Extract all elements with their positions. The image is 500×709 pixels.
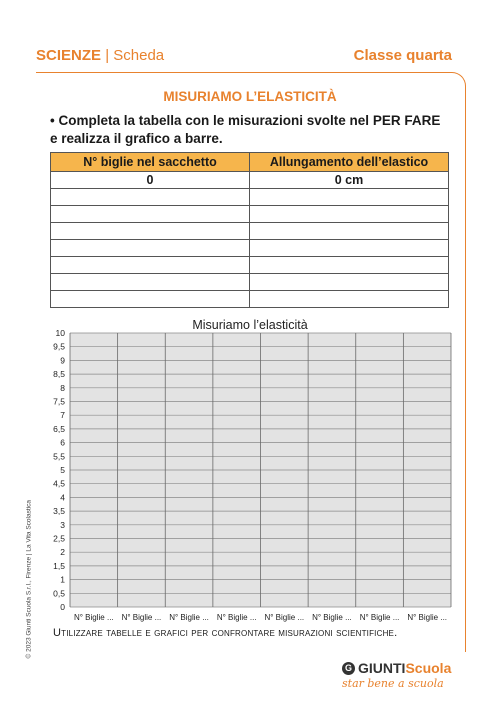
logo-name-accent: Scuola [405,660,452,676]
y-tick-label: 5,5 [53,451,65,462]
y-tick-label: 3,5 [53,506,65,517]
grade-label: Classe quarta [353,47,452,64]
page-title: MISURIAMO L’ELASTICITÀ [163,89,337,104]
y-tick-label: 7 [60,410,65,421]
x-tick-label: N° Biglie ... [312,613,352,622]
table-cell[interactable]: 0 [51,172,250,189]
x-tick-label: N° Biglie ... [407,613,448,622]
publisher-logo [342,660,452,690]
y-tick-label: 4,5 [53,478,65,489]
y-tick-label: 1 [60,574,65,585]
header-separator: | [105,47,110,64]
subject-label: SCIENZE [36,47,102,64]
x-tick-label: N° Biglie ... [73,613,114,622]
giunti-logo-icon: G [342,662,355,675]
y-tick-label: 1,5 [53,560,65,571]
y-tick-label: 2,5 [53,533,65,544]
chart-title: Misuriamo l’elasticità [192,318,308,332]
y-tick-label: 8,5 [53,369,65,380]
y-tick-label: 9 [60,355,65,366]
y-tick-label: 5 [60,465,65,475]
x-tick-label: N° Biglie ... [359,613,400,622]
copyright-notice: © 2023 Giunti Scuola S.r.l., Firenze | La Vita Scolastica [25,500,33,659]
x-tick-label: N° Biglie ... [121,613,162,622]
x-tick-label: N° Biglie ... [216,613,257,622]
x-tick-label: N° Biglie ... [169,613,209,622]
y-tick-label: 3 [60,519,65,530]
x-tick-label: N° Biglie ... [264,613,305,622]
y-tick-label: 6 [60,437,65,448]
table-cell[interactable]: 0 cm [250,172,449,189]
section-label: Scheda [113,47,165,64]
y-tick-label: 8 [60,382,65,393]
logo-name: GIUNTI [358,660,406,676]
y-tick-label: 10 [55,328,65,338]
y-tick-label: 0 [60,602,65,612]
y-tick-label: 9,5 [53,341,65,352]
column-header-marbles: N° biglie nel sacchetto [51,153,250,172]
logo-tagline: star bene a scuola [342,677,444,690]
y-tick-label: 2 [60,547,65,558]
y-tick-label: 0,5 [53,588,65,599]
y-tick-label: 6,5 [53,423,65,434]
column-header-stretch: Allungamento dell’elastico [250,153,449,172]
y-tick-label: 7,5 [53,396,65,407]
y-tick-label: 4 [60,492,65,503]
instructions: • Completa la tabella con le misurazioni svolte nel PER FARE e realizza il grafico a barre. [50,113,441,146]
footnote: Utilizzare tabelle e grafici per confrontare misurazioni scientifiche. [53,627,398,639]
